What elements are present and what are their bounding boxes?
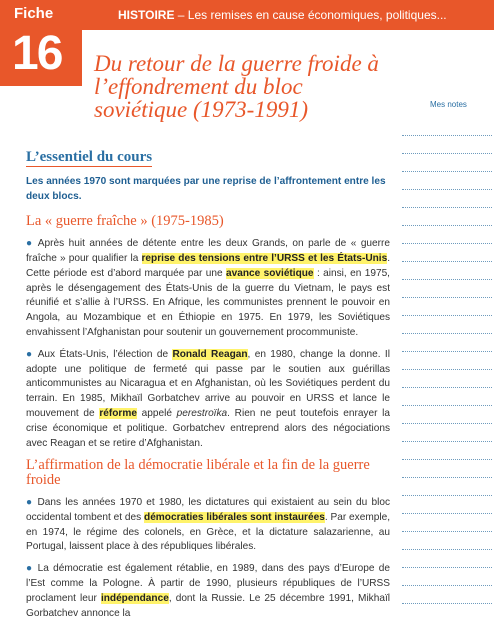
notes-line[interactable] xyxy=(402,226,492,244)
bullet-icon: ● xyxy=(26,563,34,575)
bullet-icon: ● xyxy=(26,348,34,360)
notes-line[interactable] xyxy=(402,442,492,460)
notes-line[interactable] xyxy=(402,388,492,406)
highlight: indépendance xyxy=(100,592,169,604)
notes-line[interactable] xyxy=(402,370,492,388)
highlight: réforme xyxy=(99,407,137,419)
notes-line[interactable] xyxy=(402,190,492,208)
section-2-paragraph-2: ● La démocratie est également rétablie, en 1989, dans des pays d’Europe de l’Est comme la Pologne. À partir de 1990, plusieurs républiques de l’URSS proclament leur indépendance, dont la Russie. Le 25 décembre 1991, Mikhaïl Gorbatchev annonce la xyxy=(26,563,391,619)
lead-paragraph: Les années 1970 sont marquées par une reprise de l’affrontement entre les deux blocs. xyxy=(26,175,386,202)
notes-line[interactable] xyxy=(402,154,492,172)
notes-line[interactable] xyxy=(402,532,492,550)
notes-line[interactable] xyxy=(402,262,492,280)
notes-line[interactable] xyxy=(402,550,492,568)
italic-term: perestroïka xyxy=(176,407,228,419)
highlight: reprise des tensions entre l’URSS et les États-Unis xyxy=(141,252,388,264)
section-2-title: L’affirmation de la démocratie libérale et la fin de la guerre froide xyxy=(26,457,370,489)
notes-line[interactable] xyxy=(402,352,492,370)
section-1-paragraph-1: ● Après huit années de détente entre les deux Grands, on parle de « guerre fraîche » pour qualifier la reprise des tensions entre l’URSS et les États-Unis. Cette période est d’abord marquée par une avance soviétique : ainsi, en 1975, après le désengagement des États-Unis de la guerre du Vietnam, le pays est réunifié et s’allie à l’URSS. En Afrique, les communistes prennent le pouvoir en Angola, au Mozambique et en Éthiopie en 1975. En 1979, les Soviétiques envahissent l’Afghanistan pour soutenir un gouvernement procommuniste. xyxy=(26,238,390,338)
fiche-label: Fiche xyxy=(14,5,54,22)
notes-line[interactable] xyxy=(402,136,492,154)
essential-heading: L’essentiel du cours xyxy=(26,149,153,165)
notes-line[interactable] xyxy=(402,280,492,298)
notes-line[interactable] xyxy=(402,244,492,262)
notes-line[interactable] xyxy=(402,586,492,604)
notes-line[interactable] xyxy=(402,406,492,424)
section-1-title: La « guerre fraîche » (1975-1985) xyxy=(26,213,224,230)
subject-label: HISTOIRE xyxy=(118,8,175,22)
bullet-icon: ● xyxy=(26,238,34,250)
notes-line[interactable] xyxy=(402,334,492,352)
notes-line[interactable] xyxy=(402,172,492,190)
notes-line[interactable] xyxy=(402,424,492,442)
notes-label: Mes notes xyxy=(430,100,467,109)
main-content xyxy=(26,150,390,628)
highlight: avance soviétique xyxy=(225,267,314,279)
notes-line[interactable] xyxy=(402,460,492,478)
section-1-paragraph-2: ● Aux États-Unis, l’élection de Ronald Reagan, en 1980, change la donne. Il adopte une politique de fermeté qui passe par le soutien aux guérillas anticommunistes au Nicaragua et en Afghanistan, où les Soviétiques perdent du terrain. En 1985, Mikhaïl Gorbatchev arrive au pouvoir en URSS et lance le mouvement de réforme appelé perestroïka. Rien ne peut toutefois enrayer la crise économique et politique. Gorbatchev entreprend alors des négociations avec Reagan et se retire d’Afghanistan. xyxy=(26,348,390,449)
header-breadcrumb xyxy=(118,8,447,22)
notes-line[interactable] xyxy=(402,298,492,316)
highlight: Ronald Reagan xyxy=(172,348,248,360)
fiche-number: 16 xyxy=(12,27,62,80)
bullet-icon: ● xyxy=(26,496,34,508)
section-2-paragraph-1: ● Dans les années 1970 et 1980, les dictatures qui existaient au sein du bloc occidental tombent et des démocraties libérales sont instaurées. Par exemple, en 1974, le régime des colonels, en Grèce, et la dictature salazarienne, au Portugal, laissent place à des républiques libérales. xyxy=(26,496,390,553)
notes-line[interactable] xyxy=(402,496,492,514)
highlight: démocraties libérales sont instaurées xyxy=(144,511,325,523)
fiche-badge xyxy=(0,0,82,86)
notes-area[interactable] xyxy=(402,118,492,604)
notes-line[interactable] xyxy=(402,316,492,334)
notes-line[interactable] xyxy=(402,568,492,586)
breadcrumb-text: – Les remises en cause économiques, politiques... xyxy=(174,8,447,22)
page-title: Du retour de la guerre froide à l’effondrement du bloc soviétique (1973-1991) xyxy=(94,51,379,122)
notes-line[interactable] xyxy=(402,208,492,226)
notes-line[interactable] xyxy=(402,478,492,496)
notes-line[interactable] xyxy=(402,118,492,136)
notes-line[interactable] xyxy=(402,514,492,532)
